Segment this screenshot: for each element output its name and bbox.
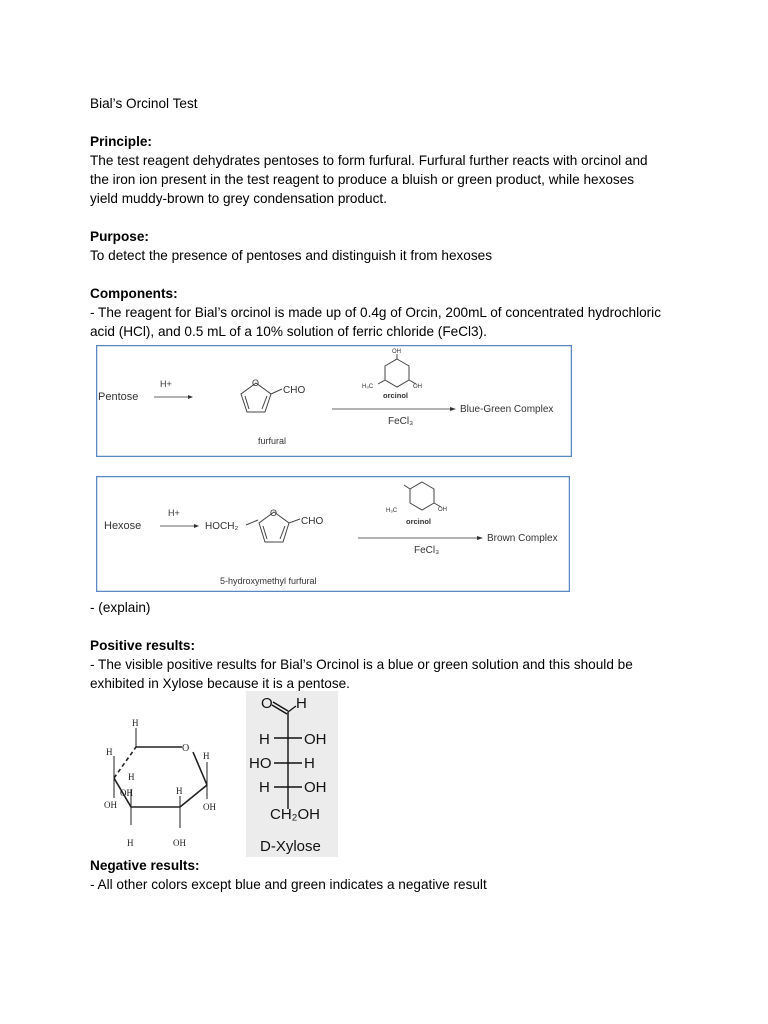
h-label: H [128, 772, 135, 782]
oh-label: OH [120, 788, 133, 798]
d-xylose-fischer-projection [246, 691, 338, 857]
pentose-label: Pentose [98, 391, 139, 403]
positive-line: - The visible positive results for Bial’s Orcinol is a blue or green solution and this should be [90, 657, 633, 672]
oh-label: OH [304, 731, 327, 748]
principle-line: the iron ion present in the test reagent to produce a bluish or green product, while hexoses [90, 172, 635, 187]
positive-heading: Positive results: [90, 638, 196, 653]
cho-label: CHO [283, 385, 306, 396]
hoch2-label: HOCH₂ [205, 521, 239, 532]
catalyst-label: H+ [160, 379, 172, 389]
ho-label: HO [249, 755, 272, 772]
oh-label: OH [173, 838, 186, 848]
cho-label: CHO [301, 516, 324, 527]
negative-heading: Negative results: [90, 858, 200, 873]
ring-oxygen-label: O [182, 743, 190, 754]
hexose-label: Hexose [104, 520, 142, 532]
purpose-text: To detect the presence of pentoses and distinguish it from hexoses [90, 248, 493, 263]
principle-line: yield muddy-brown to grey condensation product. [90, 191, 387, 206]
explain-text: - (explain) [90, 600, 151, 615]
fecl3-label: FeCl₃ [388, 416, 414, 427]
oh-label: OH [438, 507, 447, 513]
xylose-haworth-structure [96, 712, 232, 852]
h-label: H [203, 751, 210, 761]
components-heading: Components: [90, 286, 178, 301]
h3c-label: H₃C [386, 508, 398, 514]
blue-green-complex-label: Blue-Green Complex [460, 404, 554, 415]
h-label: H [296, 695, 307, 712]
h-label: H [259, 731, 270, 748]
ring-oxygen-label: O [270, 508, 278, 518]
hmf-label: 5-hydroxymethyl furfural [220, 576, 317, 586]
oh-label: OH [203, 802, 216, 812]
d-xylose-label: D-Xylose [260, 838, 321, 855]
orcinol-label: orcinol [406, 517, 432, 526]
h-label: H [304, 755, 315, 772]
h3c-label: H₃C [362, 384, 374, 390]
h-label: H [176, 786, 183, 796]
h-label: H [259, 779, 270, 796]
ring-oxygen-label: O [252, 378, 260, 388]
oh-label: OH [413, 384, 422, 390]
fecl3-label: FeCl₃ [414, 545, 440, 556]
oh-label: OH [304, 779, 327, 796]
positive-line: exhibited in Xylose because it is a pentose. [90, 676, 350, 691]
h-label: H [127, 838, 134, 848]
principle-heading: Principle: [90, 134, 152, 149]
principle-line: The test reagent dehydrates pentoses to form furfural. Furfural further reacts with orcinol and [90, 153, 648, 168]
h-label: H [132, 718, 139, 728]
document-title: Bial’s Orcinol Test [90, 96, 198, 111]
ch2oh-label: CH₂OH [270, 806, 320, 823]
oh-label: OH [392, 349, 401, 355]
hexose-reaction-diagram [96, 476, 570, 592]
oh-label: OH [104, 800, 117, 810]
components-line: - The reagent for Bial’s orcinol is made up of 0.4g of Orcin, 200mL of concentrated hydrochloric [90, 305, 661, 320]
orcinol-label: orcinol [383, 391, 409, 400]
catalyst-label: H+ [168, 508, 180, 518]
furfural-label: furfural [258, 436, 287, 446]
brown-complex-label: Brown Complex [487, 533, 558, 544]
purpose-heading: Purpose: [90, 229, 149, 244]
negative-text: - All other colors except blue and green indicates a negative result [90, 877, 487, 892]
h-label: H [106, 747, 113, 757]
components-line: acid (HCl), and 0.5 mL of a 10% solution of ferric chloride (FeCl3). [90, 324, 487, 339]
pentose-reaction-diagram [96, 345, 572, 457]
aldehyde-oxygen-label: O [261, 695, 273, 712]
